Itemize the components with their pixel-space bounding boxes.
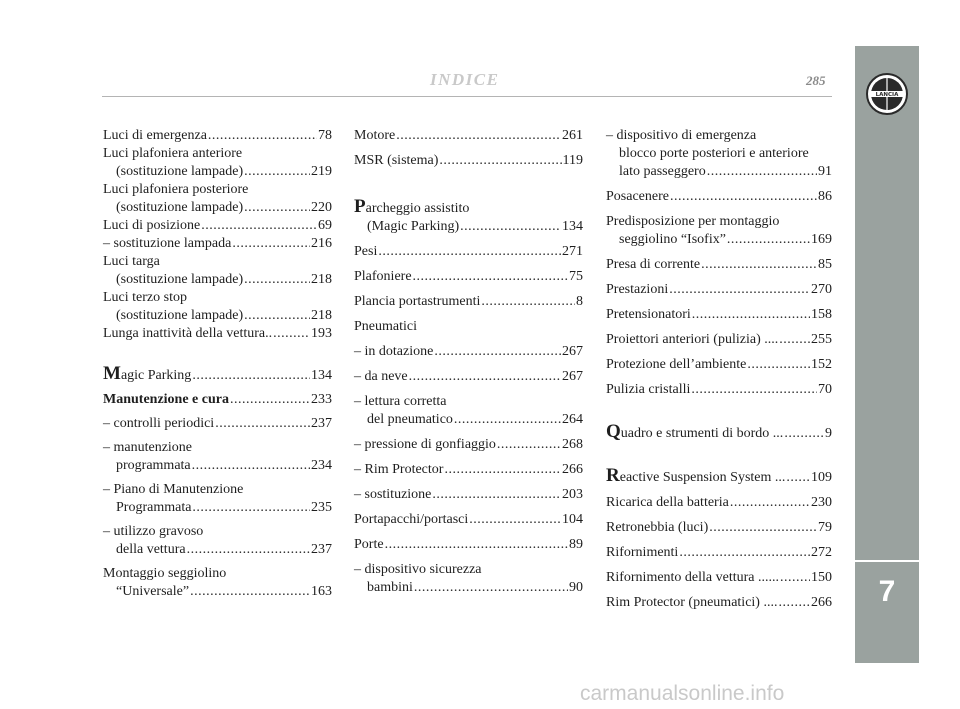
index-entry-label: Parcheggio assistito — [354, 196, 470, 217]
index-entry-label: (sostituzione lampade) — [116, 164, 244, 179]
index-entry-label: – dispositivo di emergenza — [606, 128, 757, 143]
index-entry-label: Luci plafoniera anteriore — [103, 146, 243, 161]
dot-leader — [727, 231, 810, 249]
index-entry-label: bambini — [367, 580, 413, 595]
index-entry — [103, 541, 332, 559]
index-entry-page: 203 — [562, 487, 583, 502]
index-entry-label: Luci plafoniera posteriore — [103, 182, 249, 197]
index-entry — [103, 391, 332, 409]
index-entry-page: 264 — [562, 412, 583, 427]
index-entry — [606, 306, 832, 324]
index-entry-label: della vettura — [116, 542, 186, 557]
index-entry-page: 216 — [311, 236, 332, 251]
index-entry-label: Prestazioni — [606, 282, 669, 297]
index-entry-page: 233 — [311, 392, 332, 407]
index-entry — [354, 561, 583, 579]
dot-leader — [670, 188, 817, 206]
dot-leader — [691, 381, 817, 399]
dot-leader — [385, 536, 568, 554]
index-entry-page: 218 — [311, 308, 332, 323]
index-entry-page: 271 — [562, 244, 583, 259]
dot-leader — [215, 415, 310, 433]
index-entry-page: 163 — [311, 584, 332, 599]
index-entry-label: Programmata — [116, 500, 192, 515]
dot-leader — [413, 268, 568, 286]
dot-leader — [460, 218, 561, 236]
index-entry-page: 237 — [311, 542, 332, 557]
index-entry-label: Luci terzo stop — [103, 290, 187, 305]
index-entry — [606, 256, 832, 274]
index-entry-page: 89 — [569, 537, 583, 552]
index-entry — [354, 486, 583, 504]
dot-leader — [192, 499, 310, 517]
index-entry — [606, 331, 832, 349]
page-number: 285 — [806, 73, 826, 88]
dot-leader — [780, 569, 810, 587]
index-entry-page: 109 — [811, 470, 832, 485]
index-entry — [606, 281, 832, 299]
dot-leader — [444, 461, 561, 479]
dot-leader — [244, 307, 310, 325]
index-entry-label: – controlli periodici — [103, 416, 215, 431]
dot-leader — [469, 511, 561, 529]
dot-leader — [679, 544, 810, 562]
index-entry — [606, 381, 832, 399]
header-divider — [102, 96, 832, 97]
index-entry — [354, 579, 583, 597]
index-entry — [103, 289, 332, 307]
index-entry-label: del pneumatico — [367, 412, 453, 427]
index-entry-label: Quadro e strumenti di bordo ... — [606, 421, 784, 442]
index-entry — [103, 499, 332, 517]
chapter-tab — [855, 46, 919, 663]
index-entry — [354, 268, 583, 286]
dot-leader — [709, 519, 817, 537]
index-entry-page: 230 — [811, 495, 832, 510]
dot-leader — [190, 583, 310, 601]
dot-leader — [244, 271, 310, 289]
dot-leader — [747, 356, 810, 374]
index-entry-label: Montaggio seggiolino — [103, 566, 227, 581]
index-entry-page: 237 — [311, 416, 332, 431]
dot-leader — [669, 281, 810, 299]
dot-leader — [432, 486, 561, 504]
index-entry-page: 134 — [311, 368, 332, 383]
index-entry-page: 104 — [562, 512, 583, 527]
index-entry — [103, 199, 332, 217]
index-entry — [354, 293, 583, 311]
index-column-1 — [103, 127, 332, 601]
index-entry-page: 150 — [811, 570, 832, 585]
index-entry-page: 91 — [818, 164, 832, 179]
index-entry-label: Reactive Suspension System ... — [606, 465, 786, 486]
dot-leader — [786, 469, 810, 487]
index-entry-label: Portapacchi/portasci — [354, 512, 469, 527]
index-entry — [354, 152, 583, 170]
index-entry-page: 169 — [811, 232, 832, 247]
index-entry — [103, 565, 332, 583]
index-entry — [354, 411, 583, 429]
svg-text:LANCIA: LANCIA — [875, 92, 899, 98]
index-entry — [606, 544, 832, 562]
index-entry-page: 152 — [811, 357, 832, 372]
index-entry-label: “Universale” — [116, 584, 190, 599]
index-entry-label: Proiettori anteriori (pulizia) .... — [606, 332, 779, 347]
index-entry-label: (sostituzione lampade) — [116, 200, 244, 215]
index-entry-page: 9 — [825, 426, 832, 441]
index-entry-page: 267 — [562, 369, 583, 384]
dot-leader — [707, 163, 817, 181]
index-entry — [354, 436, 583, 454]
index-entry — [606, 188, 832, 206]
index-entry-label: blocco porte posteriori e anteriore — [619, 146, 809, 161]
index-entry — [354, 536, 583, 554]
dot-leader — [439, 152, 561, 170]
index-entry-label: Protezione dell’ambiente — [606, 357, 747, 372]
index-entry-label: Lunga inattività della vettura.. — [103, 326, 273, 341]
index-entry-label: – utilizzo gravoso — [103, 524, 204, 539]
index-entry-label: – Piano di Manutenzione — [103, 482, 244, 497]
index-entry-label: – da neve — [354, 369, 408, 384]
index-entry-label: seggiolino “Isofix” — [619, 232, 726, 247]
index-entry-label: Retronebbia (luci) — [606, 520, 709, 535]
chapter-number: 7 — [878, 575, 896, 608]
index-entry-page: 266 — [562, 462, 583, 477]
index-entry-label: – sostituzione lampada — [103, 236, 232, 251]
dot-leader — [434, 343, 561, 361]
dot-leader — [784, 425, 824, 443]
index-entry-page: 268 — [562, 437, 583, 452]
index-entry — [103, 583, 332, 601]
index-entry-page: 255 — [811, 332, 832, 347]
index-entry — [354, 243, 583, 261]
index-entry-label: Pulizia cristalli — [606, 382, 691, 397]
index-entry-page: 86 — [818, 189, 832, 204]
index-entry — [606, 519, 832, 537]
dot-leader — [230, 391, 310, 409]
dot-leader — [481, 293, 575, 311]
index-entry — [354, 198, 583, 218]
index-entry-page: 220 — [311, 200, 332, 215]
index-entry-page: 90 — [569, 580, 583, 595]
index-entry-label: Plafoniere — [354, 269, 412, 284]
index-entry-label: Magic Parking — [103, 363, 192, 384]
dot-leader — [244, 199, 310, 217]
index-entry — [103, 235, 332, 253]
index-entry — [103, 325, 332, 343]
dot-leader — [201, 217, 317, 235]
index-entry — [103, 181, 332, 199]
index-entry — [103, 253, 332, 271]
index-entry-label: Manutenzione e cura — [103, 392, 229, 407]
dot-leader — [187, 541, 310, 559]
index-entry-page: 261 — [562, 128, 583, 143]
index-entry — [606, 594, 832, 612]
index-entry — [606, 213, 832, 231]
index-entry — [354, 343, 583, 361]
index-entry-page: 69 — [318, 218, 332, 233]
index-entry — [103, 415, 332, 433]
index-entry — [354, 218, 583, 236]
index-entry-page: 218 — [311, 272, 332, 287]
index-entry-page: 267 — [562, 344, 583, 359]
index-entry — [354, 368, 583, 386]
index-entry-label: Rifornimento della vettura ...... — [606, 570, 780, 585]
index-entry — [606, 467, 832, 487]
dot-leader — [244, 163, 310, 181]
index-entry-page: 70 — [818, 382, 832, 397]
index-entry — [606, 231, 832, 249]
dot-leader — [192, 367, 310, 385]
index-entry-label: – in dotazione — [354, 344, 434, 359]
index-entry-page: 119 — [562, 153, 583, 168]
dot-leader — [454, 411, 561, 429]
index-entry — [354, 318, 583, 336]
dot-leader — [730, 494, 810, 512]
index-entry — [103, 163, 332, 181]
index-entry-page: 234 — [311, 458, 332, 473]
index-entry — [103, 271, 332, 289]
index-entry-page: 134 — [562, 219, 583, 234]
index-entry-label: Pretensionatori — [606, 307, 691, 322]
index-entry-label: – sostituzione — [354, 487, 432, 502]
dot-leader — [208, 127, 317, 145]
index-entry-page: 78 — [318, 128, 332, 143]
dot-leader — [396, 127, 561, 145]
index-entry-label: Luci targa — [103, 254, 160, 269]
index-entry-label: lato passeggero — [619, 164, 706, 179]
dot-leader — [273, 325, 310, 343]
index-entry — [606, 145, 832, 163]
index-column-2 — [354, 127, 583, 597]
dot-leader — [778, 594, 810, 612]
index-entry-page: 193 — [311, 326, 332, 341]
index-entry-page: 219 — [311, 164, 332, 179]
index-entry-page: 75 — [569, 269, 583, 284]
index-entry-label: (sostituzione lampade) — [116, 272, 244, 287]
index-entry — [103, 457, 332, 475]
dot-leader — [497, 436, 561, 454]
index-entry — [354, 393, 583, 411]
index-entry-label: Pesi — [354, 244, 378, 259]
index-entry — [606, 163, 832, 181]
dot-leader — [414, 579, 568, 597]
index-entry-page: 235 — [311, 500, 332, 515]
dot-leader — [232, 235, 310, 253]
index-entry — [606, 569, 832, 587]
index-entry — [606, 494, 832, 512]
dot-leader — [378, 243, 561, 261]
dot-leader — [701, 256, 817, 274]
page-title: INDICE — [430, 70, 500, 89]
index-entry — [103, 481, 332, 499]
watermark: carmanualsonline.info — [580, 682, 785, 705]
index-entry-label: Presa di corrente — [606, 257, 701, 272]
index-entry-label: Rifornimenti — [606, 545, 679, 560]
index-entry-page: 79 — [818, 520, 832, 535]
index-entry-label: – Rim Protector — [354, 462, 444, 477]
index-entry — [103, 365, 332, 385]
index-entry — [103, 145, 332, 163]
index-entry — [103, 307, 332, 325]
index-entry-label: Posacenere — [606, 189, 669, 204]
index-entry — [103, 523, 332, 541]
index-entry — [606, 127, 832, 145]
index-entry-label: Luci di posizione — [103, 218, 201, 233]
dot-leader — [692, 306, 810, 324]
dot-leader — [779, 331, 810, 349]
index-entry-label: MSR (sistema) — [354, 153, 439, 168]
index-entry-page: 266 — [811, 595, 832, 610]
index-entry — [606, 423, 832, 443]
dot-leader — [409, 368, 561, 386]
index-entry-label: (Magic Parking) — [367, 219, 460, 234]
index-entry-label: (sostituzione lampade) — [116, 308, 244, 323]
index-entry — [354, 511, 583, 529]
index-entry-page: 85 — [818, 257, 832, 272]
index-entry-page: 8 — [576, 294, 583, 309]
tab-divider — [855, 560, 919, 562]
index-entry-label: Plancia portastrumenti — [354, 294, 481, 309]
index-entry-label: Pneumatici — [354, 319, 417, 334]
index-entry-label: – lettura corretta — [354, 394, 447, 409]
index-entry-label: programmata — [116, 458, 191, 473]
index-entry-page: 158 — [811, 307, 832, 322]
dot-leader — [192, 457, 310, 475]
index-entry-label: Motore — [354, 128, 396, 143]
lancia-logo-icon — [865, 72, 909, 116]
index-entry-label: Rim Protector (pneumatici) .... — [606, 595, 778, 610]
index-entry — [103, 217, 332, 235]
index-entry-label: Predisposizione per montaggio — [606, 214, 780, 229]
index-entry-label: – pressione di gonfiaggio — [354, 437, 496, 452]
index-entry — [354, 461, 583, 479]
index-column-3 — [606, 127, 832, 612]
index-entry-label: – dispositivo sicurezza — [354, 562, 482, 577]
index-entry-label: Ricarica della batteria — [606, 495, 729, 510]
index-entry-label: Porte — [354, 537, 384, 552]
index-entry — [103, 127, 332, 145]
index-entry-label: Luci di emergenza — [103, 128, 207, 143]
index-entry-page: 270 — [811, 282, 832, 297]
index-entry — [103, 439, 332, 457]
index-entry — [354, 127, 583, 145]
index-entry-label: – manutenzione — [103, 440, 193, 455]
index-entry — [606, 356, 832, 374]
index-entry-page: 272 — [811, 545, 832, 560]
